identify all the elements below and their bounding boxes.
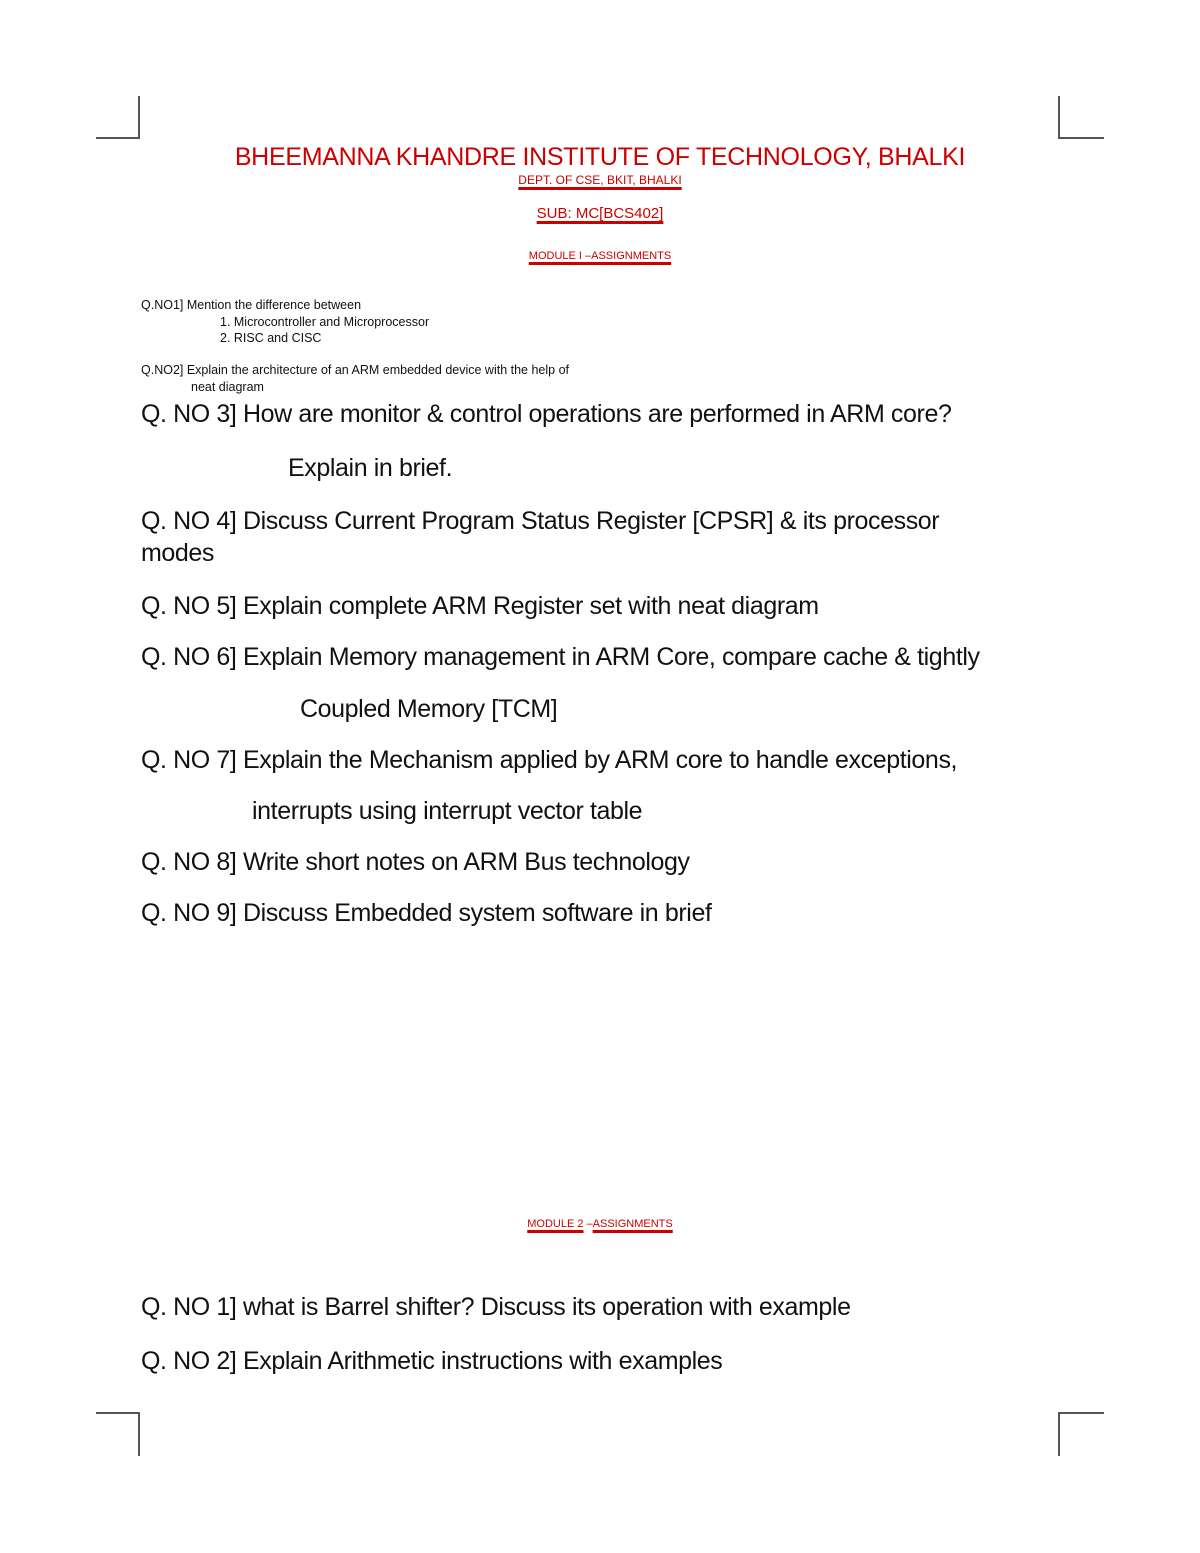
module2-heading [0, 1218, 1200, 1230]
m1-question-9: Q. NO 9] Discuss Embedded system software in brief [141, 899, 712, 927]
department-text: DEPT. OF CSE, BKIT, BHALKI [518, 173, 682, 187]
module2-heading-part2: ASSIGNMENTS [592, 1218, 673, 1230]
m1-question-1-item-1: 1. Microcontroller and Microprocessor [220, 315, 430, 329]
m1-question-1-item-2: 2. RISC and CISC [220, 331, 322, 345]
module2-heading-sep: – [583, 1218, 593, 1230]
department-line [0, 173, 1200, 187]
m1-question-8: Q. NO 8] Write short notes on ARM Bus technology [141, 848, 690, 876]
m1-question-7-line1: Q. NO 7] Explain the Mechanism applied by ARM core to handle exceptions, [141, 746, 958, 774]
m1-question-6-line2: Coupled Memory [TCM] [300, 695, 558, 723]
module1-heading [0, 250, 1200, 262]
m2-question-1: Q. NO 1] what is Barrel shifter? Discuss its operation with example [141, 1293, 851, 1321]
m1-question-4-line1: Q. NO 4] Discuss Current Program Status Register [CPSR] & its processor [141, 507, 940, 535]
institute-title: BHEEMANNA KHANDRE INSTITUTE OF TECHNOLOGY, BHALKI [234, 143, 966, 171]
subject-line [0, 205, 1200, 222]
m1-question-4-line2: modes [141, 539, 215, 567]
m1-question-5: Q. NO 5] Explain complete ARM Register set with neat diagram [141, 592, 819, 620]
subject-text: SUB: MC[BCS402] [536, 205, 664, 222]
m1-question-6-line1: Q. NO 6] Explain Memory management in ARM Core, compare cache & tightly [141, 643, 980, 671]
m2-question-2: Q. NO 2] Explain Arithmetic instructions with examples [141, 1347, 723, 1375]
m1-question-3-line1: Q. NO 3] How are monitor & control operations are performed in ARM core? [141, 400, 952, 428]
module1-heading-text: MODULE I –ASSIGNMENTS [528, 250, 672, 262]
m1-question-3-line2: Explain in brief. [288, 454, 453, 482]
m1-question-1: Q.NO1] Mention the difference between [141, 298, 362, 312]
m1-question-7-line2: interrupts using interrupt vector table [252, 797, 643, 825]
m1-question-2-line1: Q.NO2] Explain the architecture of an ARM embedded device with the help of [141, 363, 570, 377]
m1-question-2-line2: neat diagram [191, 380, 264, 394]
module2-heading-part1: MODULE 2 [527, 1218, 584, 1230]
